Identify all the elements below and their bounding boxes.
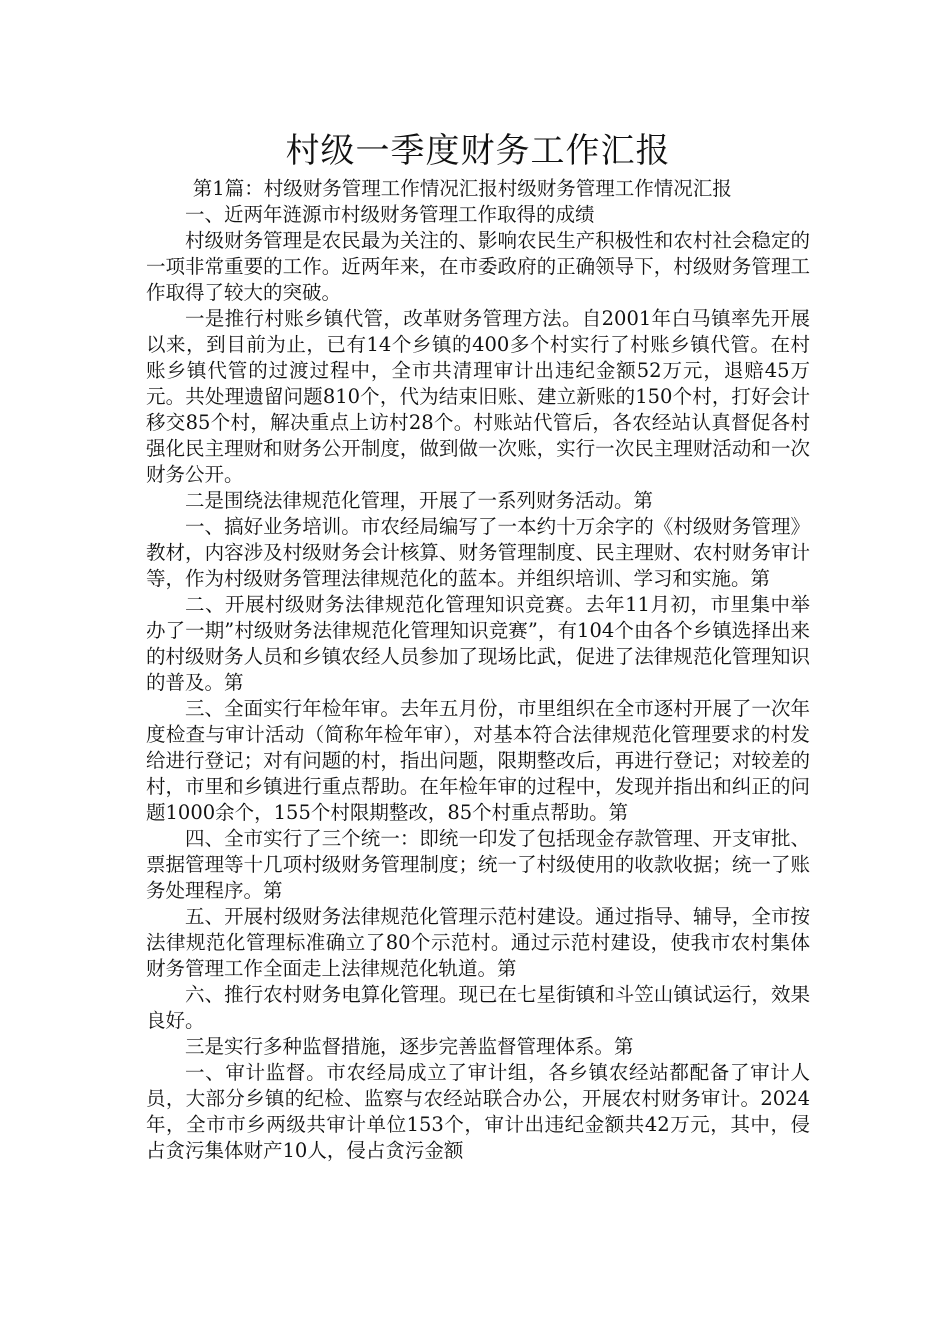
paragraph-section-heading: 一、近两年涟源市村级财务管理工作取得的成绩 — [185, 203, 595, 226]
paragraph: 村级财务管理是农民最为关注的、影响农民生产积极性和农村社会稳定的一项非常重要的工作。近两年来，在市委政府的正确领导下，村级财务管理工作取得了较大的突破。 — [146, 229, 810, 304]
paragraph-chapter-heading: 第1篇：村级财务管理工作情况汇报村级财务管理工作情况汇报 — [192, 177, 732, 200]
paragraph: 六、推行农村财务电算化管理。现已在七星街镇和斗笠山镇试运行，效果良好。 — [146, 983, 810, 1032]
paragraph: 一、审计监督。市农经局成立了审计组，各乡镇农经站都配备了审计人员，大部分乡镇的纪检、监察与农经站联合办公，开展农村财务审计。2024年，全市市乡两级共审计单位153个，审计出违纪金额共42万元，其中，侵占贪污集体财产10人，侵占贪污金额 — [146, 1061, 810, 1162]
paragraph: 四、全市实行了三个统一：即统一印发了包括现金存款管理、开支审批、票据管理等十几项村级财务管理制度；统一了村级使用的收款收据；统一了账务处理程序。第 — [146, 827, 810, 902]
paragraph: 五、开展村级财务法律规范化管理示范村建设。通过指导、辅导，全市按法律规范化管理标准确立了80个示范村。通过示范村建设，使我市农村集体财务管理工作全面走上法律规范化轨道。第 — [146, 905, 810, 980]
document-title: 村级一季度财务工作汇报 — [285, 131, 671, 171]
paragraph: 一是推行村账乡镇代管，改革财务管理方法。自2001年白马镇率先开展以来，到目前为止，已有14个乡镇的400多个村实行了村账乡镇代管。在村账乡镇代管的过渡过程中，全市共清理审计出违纪金额52万元，退赔45万元。共处理遗留问题810个，代为结束旧账、建立新账的150个村，打好会计移交85个村，解决重点上访村28个。村账站代管后，各农经站认真督促各村强化民主理财和财务公开制度，做到做一次账，实行一次民主理财活动和一次财务公开。 — [146, 307, 810, 486]
paragraph: 一、搞好业务培训。市农经局编写了一本约十万余字的《村级财务管理》教材，内容涉及村级财务会计核算、财务管理制度、民主理财、农村财务审计等，作为村级财务管理法律规范化的蓝本。并组织培训、学习和实施。第 — [146, 515, 810, 590]
paragraph: 三、全面实行年检年审。去年五月份，市里组织在全市逐村开展了一次年度检查与审计活动（简称年检年审），对基本符合法律规范化管理要求的村发给进行登记；对有问题的村，指出问题，限期整改后，再进行登记；对较差的村，市里和乡镇进行重点帮助。在年检年审的过程中，发现并指出和纠正的问题1000余个，155个村限期整改，85个村重点帮助。第 — [146, 697, 810, 824]
paragraph: 三是实行多种监督措施，逐步完善监督管理体系。第 — [185, 1035, 634, 1058]
paragraph: 二是围绕法律规范化管理，开展了一系列财务活动。第 — [185, 489, 654, 512]
paragraph: 二、开展村级财务法律规范化管理知识竞赛。去年11月初，市里集中举办了一期”村级财务法律规范化管理知识竞赛”，有104个由各个乡镇选择出来的村级财务人员和乡镇农经人员参加了现场比武，促进了法律规范化管理知识的普及。第 — [146, 593, 810, 694]
document-page — [146, 128, 810, 1164]
